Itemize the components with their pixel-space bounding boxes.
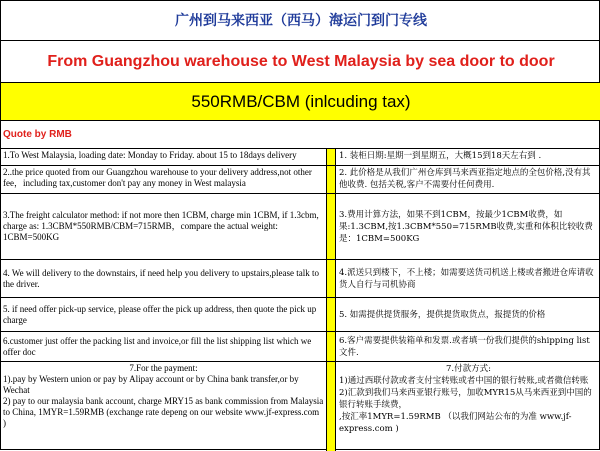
- terms-row-3: [1, 194, 600, 260]
- term-en-2: 2..the price quoted from our Guangzhou warehouse to your delivery address,not other fee，including tax,customer don't pay any money in West malaysia: [3, 167, 312, 188]
- highlight-strip: [326, 260, 336, 297]
- highlight-strip: [326, 298, 336, 331]
- highlight-strip: [326, 149, 336, 165]
- highlight-strip: [326, 166, 336, 193]
- terms-row-2: [1, 166, 600, 194]
- highlight-strip: [326, 362, 336, 451]
- highlight-strip: [326, 194, 336, 259]
- term-cn-1: 1. 装柜日期:星期一到星期五，大概15到18天左右到 .: [339, 151, 542, 161]
- term-cn-6: 6.客户需要提供装箱单和发票.或者填一份我们提供的shipping list文件.: [339, 335, 590, 358]
- term-en-1: 1.To West Malaysia, loading date: Monday to Friday. about 15 to 18days delivery: [3, 150, 297, 160]
- term-cn-3: 3.费用计算方法，如果不到1CBM，按最少1CBM收费，如果:1.3CBM,按1.3CBM*550=715RMB收费,实重和体积比较收费是：1CBM=500KG: [339, 209, 593, 244]
- price-banner: 550RMB/CBM (inlcuding tax): [1, 83, 600, 121]
- terms-row-7: [1, 362, 600, 451]
- highlight-strip: [326, 332, 336, 361]
- term-en-3: 3.The freight calculator method: if not more then 1CBM, charge min 1CBM, if 1.3cbm, charge as: 1.3CBM*550RMB/CBM=715RMB，compare the actual weight: 1CBM=500KG: [3, 210, 319, 242]
- term-en-6: 6.customer just offer the packing list and invoice,or fill the list shipping list which we offer doc: [3, 335, 312, 357]
- terms-row-6: [1, 332, 600, 362]
- title-chinese: 广州到马来西亚（西马）海运门到门专线: [1, 1, 600, 41]
- term-en-4: 4. We will delivery to the downstairs, if need help you delivery to upstairs,please talk to the driver.: [3, 267, 320, 289]
- term-cn-2: 2. 此价格是从我们广州仓库到马来西亚指定地点的全包价格,没有其他收费. 包括关税,客户不需要付任何费用.: [339, 168, 591, 190]
- quote-label: Quote by RMB: [1, 121, 600, 149]
- term-en-5: 5. if need offer pick-up service, please offer the pick up address, then quote the pick up charge: [3, 303, 317, 325]
- term-cn-5: 5. 如需提供提货服务，提供提货取货点，报提货的价格: [339, 309, 546, 320]
- terms-row-5: [1, 298, 600, 332]
- term-cn-7: 7.付款方式: 1)通过西联付款或者支付宝转账或者中国的银行转账,或者微信转账 2)汇款到我们马来西亚银行账号，加收MYR15从马来西亚到中国的银行转账手续费， ,按汇率1MYR=1.59RMB （以我们网站公布的为准 www.jf-express.com ): [339, 364, 592, 434]
- term-cn-4: 4.派送只到楼下，不上楼；如需要送货司机送上楼或者搬进仓库请收货人自行与司机协商: [339, 267, 594, 290]
- terms-row-4: [1, 260, 600, 298]
- term-en-7: 7.For the payment: 1).pay by Western union or pay by Alipay account or by China bank transfer,or by Wechat 2) pay to our malaysia bank account, charge MRY15 as bank commission from Malaysia to China, 1MYR=1.59RMB (exchange rate depeng on our website www.jf-express.com ): [3, 363, 324, 428]
- terms-row-1: [1, 149, 600, 166]
- title-english: From Guangzhou warehouse to West Malaysia by sea door to door: [1, 41, 600, 83]
